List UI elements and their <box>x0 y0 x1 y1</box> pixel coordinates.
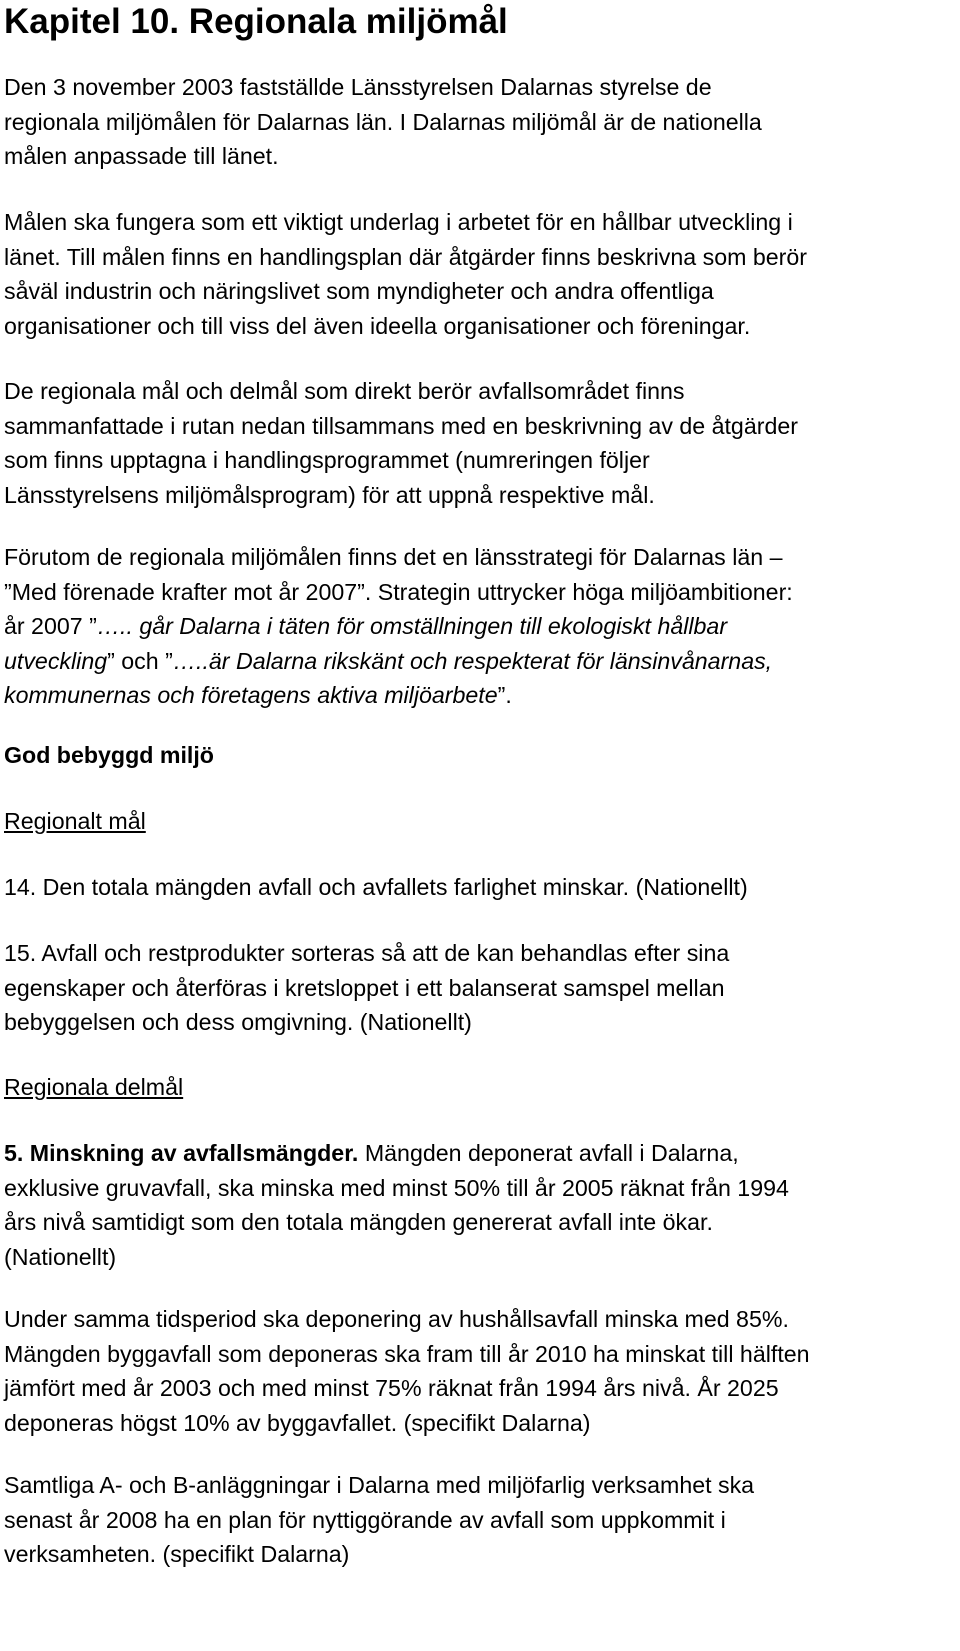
purpose-line: Målen ska fungera som ett viktigt underlag i arbetet för en hållbar utveckling i <box>4 209 793 235</box>
sub-goals-heading: Regionala delmål <box>4 1074 184 1100</box>
subgoal-5-line: års nivå samtidigt som den totala mängden genererat avfall inte ökar. <box>4 1209 713 1236</box>
goal-15-line: 15. Avfall och restprodukter sorteras så att de kan behandlas efter sina <box>4 940 730 966</box>
facilities-line: verksamheten. (specifikt Dalarna) <box>4 1541 350 1568</box>
goal-15-line: bebyggelsen och dess omgivning. (Nationellt) <box>4 1009 472 1036</box>
strategy-line: ”Med förenade krafter mot år 2007”. Strategin uttrycker höga miljöambitioner: <box>4 578 793 605</box>
facilities-line: Samtliga A- och B-anläggningar i Dalarna med miljöfarlig verksamhet ska <box>4 1472 755 1498</box>
purpose-line: organisationer och till viss del även ideella organisationer och föreningar. <box>4 312 751 339</box>
chapter-title: Kapitel 10. Regionala miljömål <box>4 2 508 41</box>
regional-goal-heading: Regionalt mål <box>4 808 146 834</box>
facilities-paragraph <box>4 1468 956 1572</box>
strategy-paragraph <box>4 540 956 713</box>
strategy-quote-italic: utveckling <box>4 647 108 674</box>
strategy-line <box>4 644 956 679</box>
strategy-line <box>4 678 956 713</box>
subgoal-5-text: Mängden deponerat avfall i Dalarna, <box>358 1140 739 1166</box>
section-heading: God bebyggd miljö <box>4 742 214 768</box>
goal-14: 14. Den totala mängden avfall och avfallets farlighet minskar. (Nationellt) <box>4 874 748 900</box>
summary-paragraph <box>4 374 956 512</box>
household-line: Mängden byggavfall som deponeras ska fram till år 2010 ha minskat till hälften <box>4 1340 810 1367</box>
subgoal-5-title: 5. Minskning av avfallsmängder. <box>4 1140 359 1166</box>
strategy-quote-italic: …..är Dalarna rikskänt och respekterat för länsinvånarnas, <box>172 647 773 674</box>
subgoal-5-line: (Nationellt) <box>4 1243 117 1270</box>
strategy-line: Förutom de regionala miljömålen finns det en länsstrategi för Dalarnas län – <box>4 544 783 570</box>
subgoal-5-line: exklusive gruvavfall, ska minska med minst 50% till år 2005 räknat från 1994 <box>4 1174 789 1201</box>
purpose-paragraph <box>4 205 956 343</box>
facilities-line: senast år 2008 ha en plan för nyttiggörande av avfall som uppkommit i <box>4 1506 726 1533</box>
household-line: Under samma tidsperiod ska deponering av hushållsavfall minska med 85%. <box>4 1306 789 1332</box>
summary-line: sammanfattade i rutan nedan tillsammans med en beskrivning av de åtgärder <box>4 412 798 439</box>
household-paragraph <box>4 1302 956 1440</box>
strategy-line <box>4 609 956 644</box>
household-line: deponeras högst 10% av byggavfallet. (specifikt Dalarna) <box>4 1409 591 1436</box>
intro-paragraph <box>4 70 956 174</box>
goal-15 <box>4 936 956 1040</box>
purpose-line: såväl industrin och näringslivet som myndigheter och andra offentliga <box>4 278 714 305</box>
intro-line: regionala miljömålen för Dalarnas län. I Dalarnas miljömål är de nationella <box>4 108 762 135</box>
goal-15-line: egenskaper och återföras i kretsloppet i ett balanserat samspel mellan <box>4 974 725 1001</box>
intro-line: Den 3 november 2003 fastställde Länsstyrelsen Dalarnas styrelse de <box>4 74 712 100</box>
subgoal-5 <box>4 1136 956 1274</box>
strategy-text: ”. <box>497 682 512 709</box>
summary-line: De regionala mål och delmål som direkt berör avfallsområdet finns <box>4 378 685 404</box>
summary-line: Länsstyrelsens miljömålsprogram) för att uppnå respektive mål. <box>4 481 655 508</box>
strategy-quote-italic: ….. går Dalarna i täten för omställningen till ekologiskt hållbar <box>96 613 728 640</box>
subgoal-5-line <box>4 1136 956 1171</box>
strategy-text: ” och ” <box>107 647 173 674</box>
household-line: jämfört med år 2003 och med minst 75% räknat från 1994 års nivå. År 2025 <box>4 1375 779 1402</box>
strategy-quote-italic: kommunernas och företagens aktiva miljöarbete <box>4 682 498 709</box>
intro-line: målen anpassade till länet. <box>4 143 279 170</box>
purpose-line: länet. Till målen finns en handlingsplan där åtgärder finns beskrivna som berör <box>4 243 807 270</box>
summary-line: som finns upptagna i handlingsprogrammet (numreringen följer <box>4 447 650 474</box>
strategy-text: år 2007 ” <box>4 613 97 640</box>
